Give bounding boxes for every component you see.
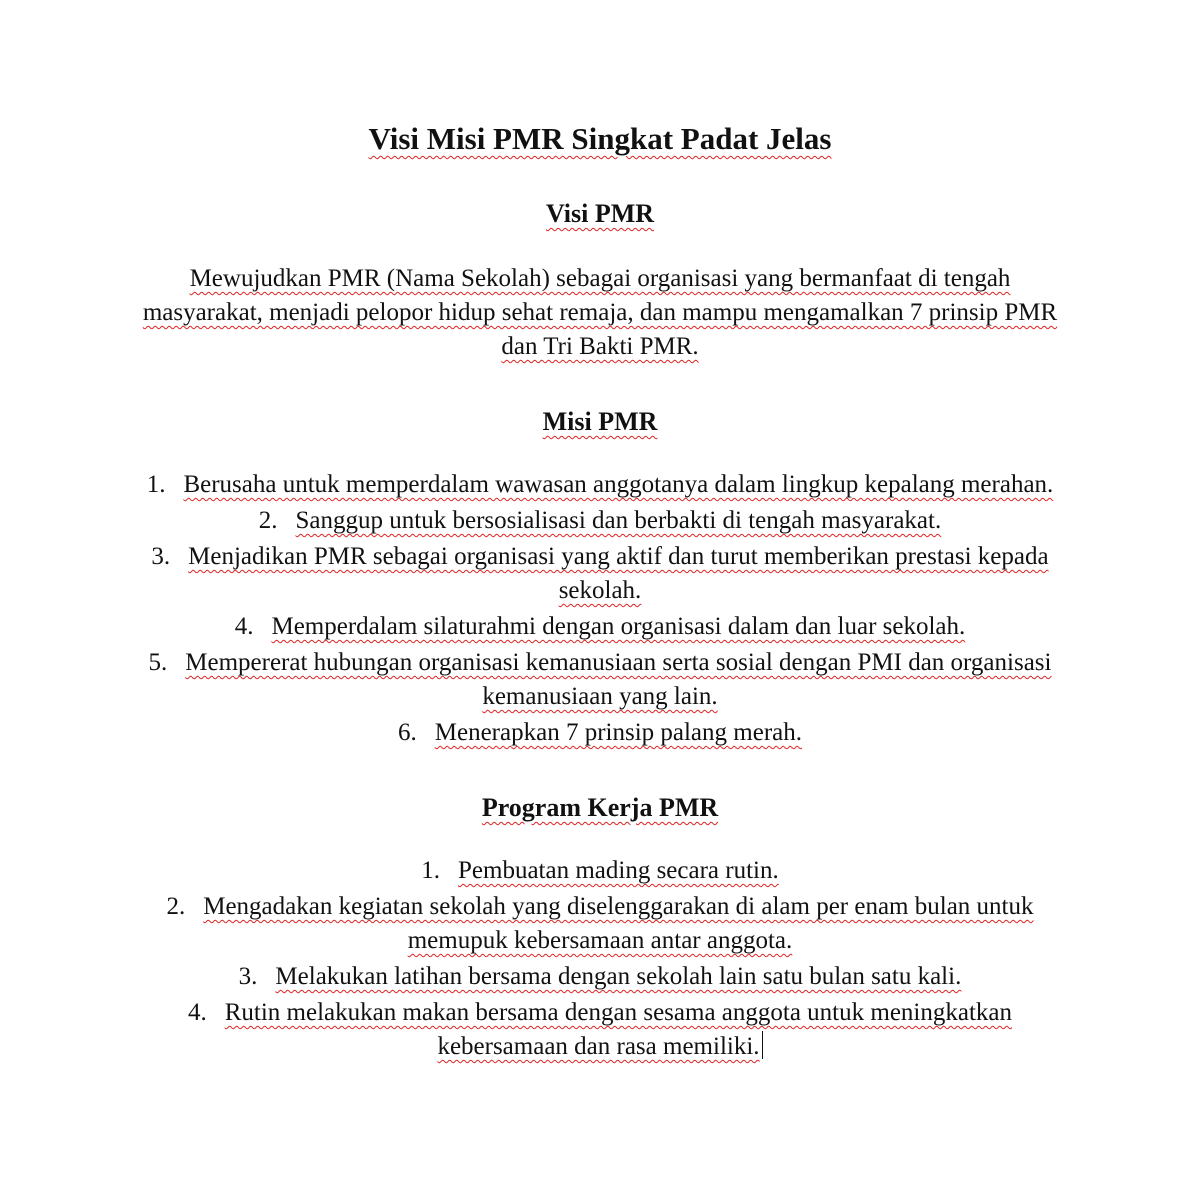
list-number: 1.	[146, 471, 166, 498]
list-number: 2.	[258, 507, 278, 534]
document-title: Visi Misi PMR Singkat Padat Jelas	[368, 121, 832, 156]
list-item	[130, 716, 1070, 750]
list-number: 5.	[148, 649, 168, 676]
list-item	[130, 890, 1070, 958]
list-number: 4.	[234, 613, 254, 640]
list-number: 3.	[151, 543, 171, 570]
list-number: 3.	[238, 963, 258, 990]
list-text: Menerapkan 7 prinsip palang merah.	[434, 719, 802, 746]
visi-text: Mewujudkan PMR (Nama Sekolah) sebagai organisasi yang bermanfaat di tengah masyarakat, menjadi pelopor hidup sehat remaja, dan mampu mengamalkan 7 prinsip PMR dan Tri Bakti PMR.	[142, 265, 1058, 360]
list-text: Sanggup untuk bersosialisasi dan berbakti di tengah masyarakat.	[295, 507, 942, 534]
misi-heading	[130, 404, 1070, 440]
list-text: Memperdalam silaturahmi dengan organisasi dalam dan luar sekolah.	[271, 613, 966, 640]
text-cursor	[762, 1031, 763, 1059]
list-item	[130, 610, 1070, 644]
list-item	[130, 854, 1070, 888]
program-list	[130, 854, 1070, 1064]
list-item	[130, 960, 1070, 994]
list-text: Mengadakan kegiatan sekolah yang diselenggarakan di alam per enam bulan untuk memupuk kebersamaan antar anggota.	[203, 893, 1034, 954]
list-number: 1.	[421, 857, 440, 884]
list-number: 4.	[187, 999, 207, 1026]
list-text: Rutin melakukan makan bersama dengan sesama anggota untuk meningkatkan kebersamaan dan rasa memiliki.	[224, 999, 1013, 1060]
document-body[interactable]	[130, 118, 1070, 1104]
misi-heading-text: Misi PMR	[542, 407, 658, 436]
list-item	[130, 540, 1070, 608]
list-item	[130, 468, 1070, 502]
list-item	[130, 996, 1070, 1064]
list-text: Melakukan latihan bersama dengan sekolah lain satu bulan satu kali.	[275, 963, 962, 990]
list-number: 2.	[166, 893, 186, 920]
misi-list	[130, 468, 1070, 750]
list-item	[130, 646, 1070, 714]
visi-heading	[130, 196, 1070, 232]
program-heading-text: Program Kerja PMR	[481, 793, 719, 822]
program-heading	[130, 790, 1070, 826]
list-text: Berusaha untuk memperdalam wawasan anggotanya dalam lingkup kepalang merahan.	[183, 471, 1054, 498]
visi-heading-text: Visi PMR	[545, 199, 655, 228]
list-item	[130, 504, 1070, 538]
list-text: Pembuatan mading secara rutin.	[458, 857, 779, 884]
list-number: 6.	[398, 719, 417, 746]
list-text: Mempererat hubungan organisasi kemanusiaan serta sosial dengan PMI dan organisasi kemanusiaan yang lain.	[185, 649, 1052, 710]
list-text: Menjadikan PMR sebagai organisasi yang aktif dan turut memberikan prestasi kepada sekolah.	[188, 543, 1049, 604]
